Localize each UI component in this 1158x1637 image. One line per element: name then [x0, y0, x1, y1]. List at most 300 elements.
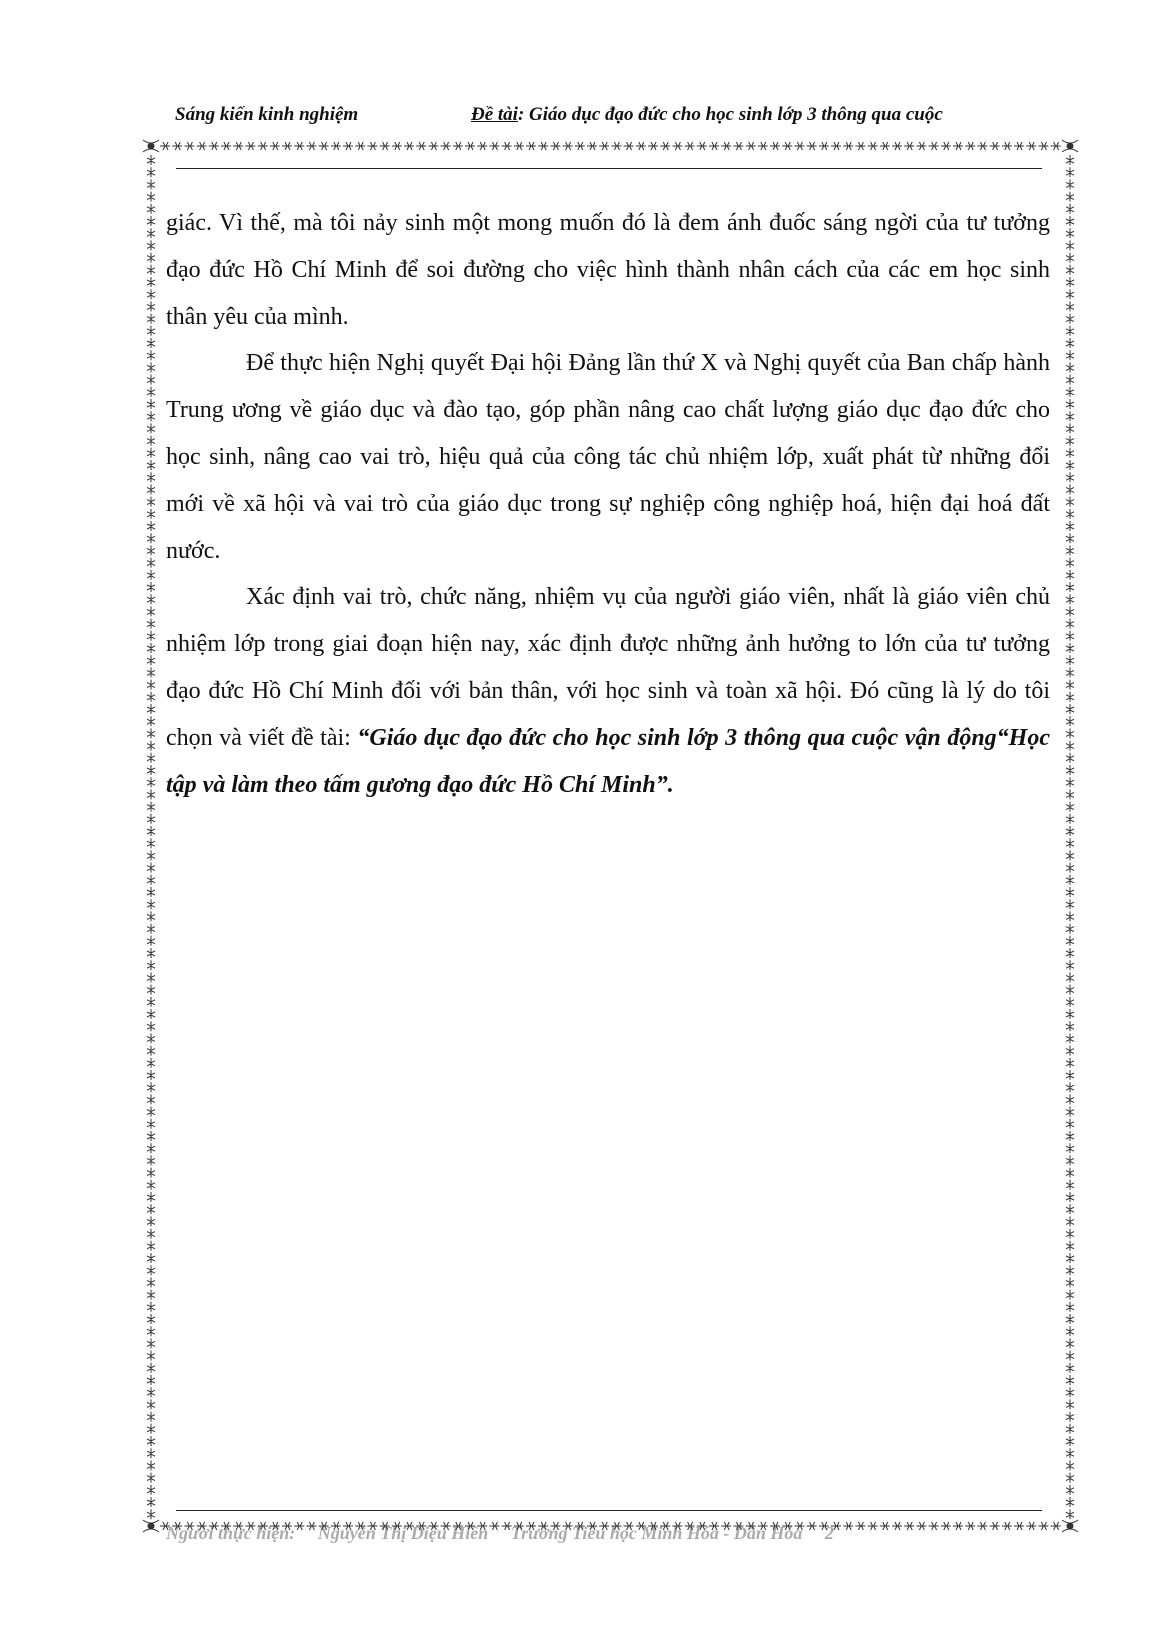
border-ornament [1066, 924, 1074, 934]
border-ornament [1066, 1021, 1074, 1031]
border-ornament [306, 142, 316, 150]
border-ornament [1066, 728, 1074, 738]
border-ornament [1066, 350, 1074, 360]
border-ornament [1066, 460, 1074, 470]
border-ornament [258, 142, 268, 150]
border-ornament [660, 142, 670, 150]
border-ornament [1066, 680, 1074, 690]
border-ornament [147, 1143, 155, 1153]
border-ornament [1002, 142, 1012, 150]
border-ornament [147, 899, 155, 909]
page-footer [166, 1523, 1046, 1545]
border-ornament [147, 326, 155, 336]
border-ornament [1066, 789, 1074, 799]
border-ornament [147, 1046, 155, 1056]
border-ornament [147, 558, 155, 568]
border-ornament [147, 1497, 155, 1507]
border-ornament [636, 142, 646, 150]
paragraph-3-title-emphasis: “Giáo dục đạo đức cho học sinh lớp 3 thông qua cuộc vận động“Học tập và làm theo tấm gương đạo đức Hồ Chí Minh”. [166, 724, 1050, 798]
border-ornament [1066, 1290, 1074, 1300]
border-ornament [331, 142, 341, 150]
border-ornament [147, 411, 155, 421]
border-ornament [147, 460, 155, 470]
border-ornament [147, 1326, 155, 1336]
border-ornament [147, 1021, 155, 1031]
border-ornament [147, 387, 155, 397]
border-ornament [1066, 1192, 1074, 1202]
border-ornament [1066, 692, 1074, 702]
border-ornament [147, 1509, 155, 1519]
paragraph-2: Để thực hiện Nghị quyết Đại hội Đảng lần thứ X và Nghị quyết của Ban chấp hành Trung ương về giáo dục và đào tạo, góp phần nâng cao chất lượng giáo dục đạo đức cho học sinh, nâng cao vai trò, hiệu quả của công tác chủ nhiệm lớp, xuất phát từ những đổi mới về xã hội và vai trò của giáo dục trong sự nghiệp công nghiệp hoá, hiện đại hoá đất nước. [166, 350, 1050, 564]
border-ornament [233, 142, 243, 150]
border-ornament [147, 509, 155, 519]
border-ornament [147, 619, 155, 629]
border-ornament [147, 1070, 155, 1080]
border-ornament [147, 667, 155, 677]
paragraph-3-text: Xác định vai trò, chức năng, nhiệm vụ của người giáo viên, nhất là giáo viên chủ nhiệm lớp trong giai đoạn hiện nay, xác định được những ảnh hưởng to lớn của tư tưởng đạo đức Hồ Chí Minh đối với bản thân, với học sinh và toàn xã hội. Đó cũng là lý do tôi chọn và viết đề tài: [166, 584, 1050, 751]
border-ornament [1066, 1363, 1074, 1373]
border-ornament [147, 314, 155, 324]
border-ornament [1066, 1375, 1074, 1385]
border-ornament [1066, 1424, 1074, 1434]
border-ornament [147, 277, 155, 287]
border-ornament [1066, 606, 1074, 616]
border-ornament [1066, 960, 1074, 970]
border-ornament [1066, 1399, 1074, 1409]
border-ornament [147, 1448, 155, 1458]
border-ornament [147, 253, 155, 263]
border-ornament [1066, 155, 1074, 165]
border-ornament [489, 142, 499, 150]
border-ornament [1066, 1082, 1074, 1092]
border-ornament [758, 142, 768, 150]
border-ornament [1066, 399, 1074, 409]
border-ornament [147, 240, 155, 250]
border-ornament [746, 142, 756, 150]
border-ornament [1066, 314, 1074, 324]
border-ornament [147, 960, 155, 970]
border-ornament [1066, 863, 1074, 873]
border-ornament [1066, 1448, 1074, 1458]
border-ornament [1066, 667, 1074, 677]
border-ornament [965, 142, 975, 150]
border-ornament [147, 728, 155, 738]
border-ornament [1066, 985, 1074, 995]
border-ornament [1026, 142, 1036, 150]
border-ornament [147, 948, 155, 958]
border-ornament [147, 631, 155, 641]
border-ornament [1066, 375, 1074, 385]
border-ornament [147, 741, 155, 751]
border-ornament [1066, 1497, 1074, 1507]
border-ornament [147, 155, 155, 165]
border-ornament [404, 142, 414, 150]
border-ornament [1066, 1473, 1074, 1483]
border-ornament [147, 1436, 155, 1446]
border-ornament [343, 142, 353, 150]
border-ornament [868, 142, 878, 150]
border-ornament [282, 142, 292, 150]
border-ornament [953, 142, 963, 150]
border-ornament [147, 472, 155, 482]
border-ornament [892, 142, 902, 150]
border-ornament [819, 142, 829, 150]
border-ornament [392, 142, 402, 150]
border-ornament [428, 142, 438, 150]
border-ornament [1066, 814, 1074, 824]
border-ornament [1066, 545, 1074, 555]
border-corner-ornament [143, 1520, 159, 1532]
border-ornament [1066, 521, 1074, 531]
border-ornament [147, 1351, 155, 1361]
header-topic-label: Đề tài [471, 104, 518, 125]
border-ornament [1066, 826, 1074, 836]
border-ornament [147, 350, 155, 360]
border-ornament [782, 142, 792, 150]
border-ornament [1066, 1412, 1074, 1422]
border-ornament [1066, 167, 1074, 177]
border-ornament [147, 484, 155, 494]
border-ornament [1066, 1119, 1074, 1129]
border-ornament [147, 1033, 155, 1043]
border-ornament [147, 399, 155, 409]
border-ornament [147, 997, 155, 1007]
border-ornament [1066, 1302, 1074, 1312]
border-ornament [1014, 142, 1024, 150]
border-ornament [147, 692, 155, 702]
border-ornament [147, 545, 155, 555]
border-ornament [599, 142, 609, 150]
border-ornament [587, 142, 597, 150]
paragraph-3 [166, 574, 1050, 808]
border-ornament [941, 142, 951, 150]
border-ornament [147, 1082, 155, 1092]
border-ornament [1066, 1253, 1074, 1263]
border-ornament [147, 936, 155, 946]
border-ornament [147, 289, 155, 299]
border-ornament [147, 301, 155, 311]
border-ornament [441, 142, 451, 150]
border-ornament [1066, 741, 1074, 751]
border-ornament [1066, 192, 1074, 202]
footer-page-number: 2 [824, 1523, 834, 1543]
border-ornament [147, 179, 155, 189]
border-ornament [147, 1155, 155, 1165]
border-ornament [697, 142, 707, 150]
border-ornament [1066, 753, 1074, 763]
border-ornament [147, 533, 155, 543]
border-ornament [880, 142, 890, 150]
border-ornament [147, 802, 155, 812]
border-ornament [147, 167, 155, 177]
border-ornament [1066, 497, 1074, 507]
border-ornament [147, 911, 155, 921]
border-ornament [1066, 1058, 1074, 1068]
border-ornament [1066, 326, 1074, 336]
border-ornament [929, 142, 939, 150]
border-ornament [1066, 253, 1074, 263]
border-ornament [1066, 911, 1074, 921]
border-ornament [147, 863, 155, 873]
border-ornament [1066, 265, 1074, 275]
border-ornament [184, 142, 194, 150]
border-ornament [1066, 179, 1074, 189]
border-ornament [1066, 1070, 1074, 1080]
border-ornament [1066, 423, 1074, 433]
border-ornament [1066, 533, 1074, 543]
border-ornament [147, 338, 155, 348]
border-ornament [147, 228, 155, 238]
border-ornament [147, 1180, 155, 1190]
border-ornament [147, 362, 155, 372]
border-ornament [147, 1387, 155, 1397]
border-ornament [1066, 1277, 1074, 1287]
border-ornament [1066, 704, 1074, 714]
border-ornament [147, 765, 155, 775]
border-ornament [1066, 1204, 1074, 1214]
border-ornament [1066, 655, 1074, 665]
border-ornament [1051, 142, 1061, 150]
border-ornament [1066, 1509, 1074, 1519]
border-ornament [733, 142, 743, 150]
border-ornament [1066, 1351, 1074, 1361]
border-ornament [770, 142, 780, 150]
border-ornament [147, 875, 155, 885]
border-ornament [1066, 1229, 1074, 1239]
border-ornament [147, 1094, 155, 1104]
border-ornament [1066, 338, 1074, 348]
border-ornament [147, 643, 155, 653]
border-ornament [147, 1277, 155, 1287]
border-ornament [1066, 362, 1074, 372]
footer-school: Trường Tiểu học Minh Hóa - Dân Hóa [510, 1523, 803, 1543]
border-ornament [147, 1253, 155, 1263]
border-ornament [1066, 558, 1074, 568]
border-ornament [1066, 1436, 1074, 1446]
border-ornament [147, 436, 155, 446]
border-ornament [1066, 948, 1074, 958]
border-ornament [147, 594, 155, 604]
border-ornament [1066, 1131, 1074, 1141]
border-ornament [319, 142, 329, 150]
border-corner-ornament [143, 140, 159, 152]
border-ornament [1066, 887, 1074, 897]
border-ornament [1066, 899, 1074, 909]
border-ornament [1066, 509, 1074, 519]
border-ornament [147, 1314, 155, 1324]
border-ornament [172, 142, 182, 150]
border-ornament [147, 1241, 155, 1251]
border-ornament [855, 142, 865, 150]
border-ornament [147, 521, 155, 531]
border-ornament [1066, 1241, 1074, 1251]
border-ornament [794, 142, 804, 150]
border-ornament [1066, 387, 1074, 397]
border-ornament [147, 1412, 155, 1422]
border-ornament [1066, 631, 1074, 641]
border-ornament [147, 1192, 155, 1202]
border-ornament [147, 826, 155, 836]
border-ornament [807, 142, 817, 150]
border-ornament [1066, 1387, 1074, 1397]
border-ornament [147, 1485, 155, 1495]
border-ornament [538, 142, 548, 150]
header-rule [176, 168, 1042, 169]
border-ornament [1066, 594, 1074, 604]
border-ornament [672, 142, 682, 150]
border-ornament [147, 716, 155, 726]
border-ornament [147, 448, 155, 458]
border-ornament [147, 1302, 155, 1312]
border-ornament [1066, 472, 1074, 482]
border-ornament [563, 142, 573, 150]
border-ornament [526, 142, 536, 150]
border-ornament [147, 1265, 155, 1275]
border-ornament [147, 1216, 155, 1226]
border-ornament [1066, 619, 1074, 629]
border-ornament [147, 1058, 155, 1068]
border-ornament [1066, 716, 1074, 726]
border-ornament [147, 753, 155, 763]
border-ornament [1066, 1107, 1074, 1117]
border-ornament [648, 142, 658, 150]
border-ornament [355, 142, 365, 150]
border-ornament [1066, 1216, 1074, 1226]
border-ornament [1038, 142, 1048, 150]
border-ornament [147, 1290, 155, 1300]
border-ornament [270, 142, 280, 150]
border-ornament [1066, 1180, 1074, 1190]
border-ornament [147, 1229, 155, 1239]
border-ornament [147, 680, 155, 690]
border-ornament [1066, 436, 1074, 446]
border-ornament [1066, 850, 1074, 860]
border-ornament [685, 142, 695, 150]
border-ornament [147, 497, 155, 507]
border-ornament [1066, 777, 1074, 787]
border-ornament [453, 142, 463, 150]
border-ornament [550, 142, 560, 150]
border-ornament [147, 265, 155, 275]
border-ornament [197, 142, 207, 150]
border-ornament [831, 142, 841, 150]
border-ornament [147, 204, 155, 214]
border-ornament [147, 777, 155, 787]
border-ornament [1066, 228, 1074, 238]
border-ornament [147, 838, 155, 848]
border-ornament [221, 142, 231, 150]
border-ornament [1066, 802, 1074, 812]
border-ornament [721, 142, 731, 150]
border-ornament [147, 850, 155, 860]
border-ornament [1066, 875, 1074, 885]
border-ornament [367, 142, 377, 150]
paragraph-1: giác. Vì thế, mà tôi nảy sinh một mong muốn đó là đem ánh đuốc sáng ngời của tư tưởng đạo đức Hồ Chí Minh để soi đường cho việc hình thành nhân cách của các em học sinh thân yêu của mình. [166, 210, 1050, 330]
border-ornament [1066, 1265, 1074, 1275]
border-ornament [147, 192, 155, 202]
document-body [166, 200, 1050, 808]
border-ornament [1066, 936, 1074, 946]
border-ornament [147, 216, 155, 226]
border-ornament [147, 972, 155, 982]
border-ornament [904, 142, 914, 150]
border-ornament [1066, 1155, 1074, 1165]
border-ornament [1066, 1460, 1074, 1470]
border-ornament [147, 1363, 155, 1373]
border-ornament [380, 142, 390, 150]
border-ornament [147, 1399, 155, 1409]
border-ornament [294, 142, 304, 150]
border-ornament [147, 1107, 155, 1117]
border-ornament [147, 1424, 155, 1434]
border-ornament [147, 1375, 155, 1385]
border-ornament [147, 1131, 155, 1141]
border-ornament [1066, 277, 1074, 287]
border-ornament [1066, 997, 1074, 1007]
border-ornament [1066, 1168, 1074, 1178]
border-ornament [147, 985, 155, 995]
border-ornament [245, 142, 255, 150]
border-ornament [1066, 1094, 1074, 1104]
border-ornament [160, 142, 170, 150]
footer-author-label: Người thực hiện: [166, 1523, 296, 1543]
border-ornament [1066, 1485, 1074, 1495]
border-ornament [147, 1473, 155, 1483]
border-ornament [1066, 1009, 1074, 1019]
border-ornament [1066, 765, 1074, 775]
border-ornament [1066, 1033, 1074, 1043]
header-topic-title: : Giáo dục đạo đức cho học sinh lớp 3 thông qua cuộc [517, 104, 943, 125]
border-ornament [147, 582, 155, 592]
border-ornament [1066, 204, 1074, 214]
border-ornament [147, 704, 155, 714]
border-ornament [990, 142, 1000, 150]
border-ornament [147, 1460, 155, 1470]
border-ornament [709, 142, 719, 150]
border-ornament [1066, 411, 1074, 421]
border-ornament [1066, 1046, 1074, 1056]
border-ornament [624, 142, 634, 150]
border-ornament [1066, 838, 1074, 848]
border-ornament [1066, 448, 1074, 458]
border-ornament [147, 814, 155, 824]
header-right-text [471, 104, 943, 126]
border-ornament [147, 423, 155, 433]
border-ornament [416, 142, 426, 150]
border-ornament [843, 142, 853, 150]
border-ornament [1051, 1522, 1061, 1530]
border-ornament [1066, 301, 1074, 311]
border-ornament [502, 142, 512, 150]
border-ornament [1066, 972, 1074, 982]
border-ornament [147, 1204, 155, 1214]
border-ornament [1066, 216, 1074, 226]
footer-author: Nguyễn Thị Diệu Hiền [317, 1523, 489, 1543]
border-ornament [1066, 643, 1074, 653]
page-header [175, 104, 1055, 134]
border-ornament [147, 606, 155, 616]
border-ornament [916, 142, 926, 150]
border-ornament [1066, 570, 1074, 580]
border-ornament [147, 570, 155, 580]
border-ornament [147, 1009, 155, 1019]
border-corner-ornament [1062, 1520, 1078, 1532]
border-ornament [1066, 1314, 1074, 1324]
border-ornament [1066, 1338, 1074, 1348]
border-ornament [1066, 240, 1074, 250]
border-ornament [147, 1119, 155, 1129]
border-ornament [209, 142, 219, 150]
